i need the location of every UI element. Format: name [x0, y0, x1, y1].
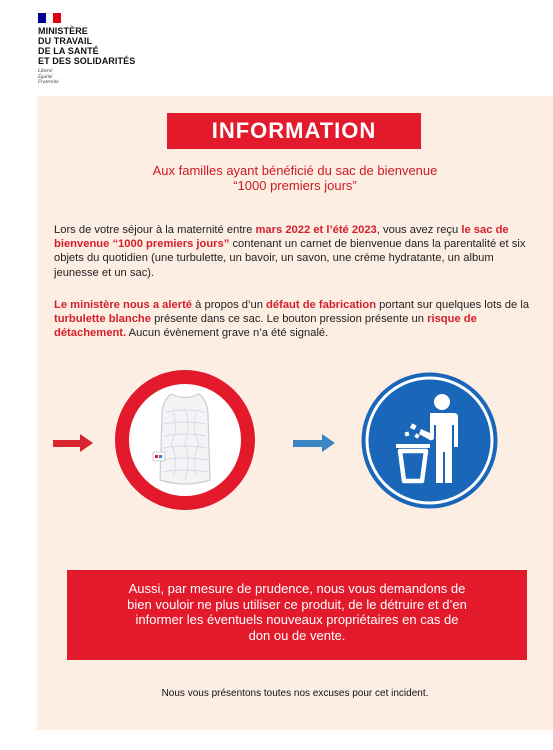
highlight-product: turbulette blanche — [54, 313, 151, 326]
trash-bin-icon — [357, 368, 502, 513]
ministry-line: MINISTÈRE — [38, 26, 88, 36]
header — [0, 0, 553, 96]
info-panel — [37, 96, 553, 730]
highlight-welcome-bag: le sac de bienvenue “1000 premiers jours” — [54, 224, 509, 251]
highlight-defect: défaut de fabrication — [266, 299, 377, 311]
motto-line: Liberté — [38, 69, 53, 74]
ministry-line: DU TRAVAIL — [38, 36, 93, 46]
text: contenant un carnet de bienvenue dans la parentalité et six objets du quotidien (une turbulette, un bavoir, un savon, une crème hydratante, un album jeunesse et un sac). — [54, 238, 526, 279]
warning-box — [67, 570, 527, 660]
highlight-dates: mars 2022 et l’été 2023 — [255, 224, 377, 236]
text: Lors de votre séjour à la maternité entre — [54, 224, 256, 236]
text: , vous avez reçu — [376, 224, 462, 236]
apology-text: Nous vous présentons toutes nos excuses pour cet incident. — [161, 688, 429, 699]
ministry-name — [38, 26, 135, 66]
subtitle-line: “1000 premiers jours” — [233, 178, 357, 193]
warning-line: don ou de vente. — [248, 627, 346, 643]
french-flag-icon — [38, 13, 61, 23]
warning-line: bien vouloir ne plus utiliser ce produit, de le détruire et d’en — [127, 596, 467, 612]
subtitle — [77, 163, 513, 193]
page-title: INFORMATION — [167, 113, 421, 149]
motto-line: Fraternité — [38, 80, 59, 86]
text: portant sur quelques lots de la — [376, 299, 530, 311]
highlight-ministry-alert: Le ministère nous a alerté — [54, 299, 193, 311]
intro-paragraph — [54, 223, 534, 280]
text: présente dans ce sac. Le bouton pression présente un — [150, 313, 428, 326]
subtitle-line: Aux familles ayant bénéficié du sac de bienvenue — [152, 163, 438, 178]
warning-line: Aussi, par mesure de prudence, nous vous demandons de — [128, 581, 466, 596]
ministry-line: DE LA SANTÉ — [38, 46, 99, 56]
ministry-line: ET DES SOLIDARITÉS — [38, 56, 136, 66]
highlight-risk: risque de détachement. — [54, 313, 477, 340]
republic-motto — [38, 69, 59, 86]
prohibition-sign-icon — [113, 368, 257, 512]
text: Aucun évènement grave n’a été signalé. — [126, 327, 329, 340]
text: à propos d’un — [192, 299, 267, 311]
warning-line: informer les éventuels nouveaux propriétaires en cas de — [135, 612, 459, 627]
alert-paragraph — [54, 298, 534, 341]
motto-line: Égalité — [38, 74, 53, 80]
